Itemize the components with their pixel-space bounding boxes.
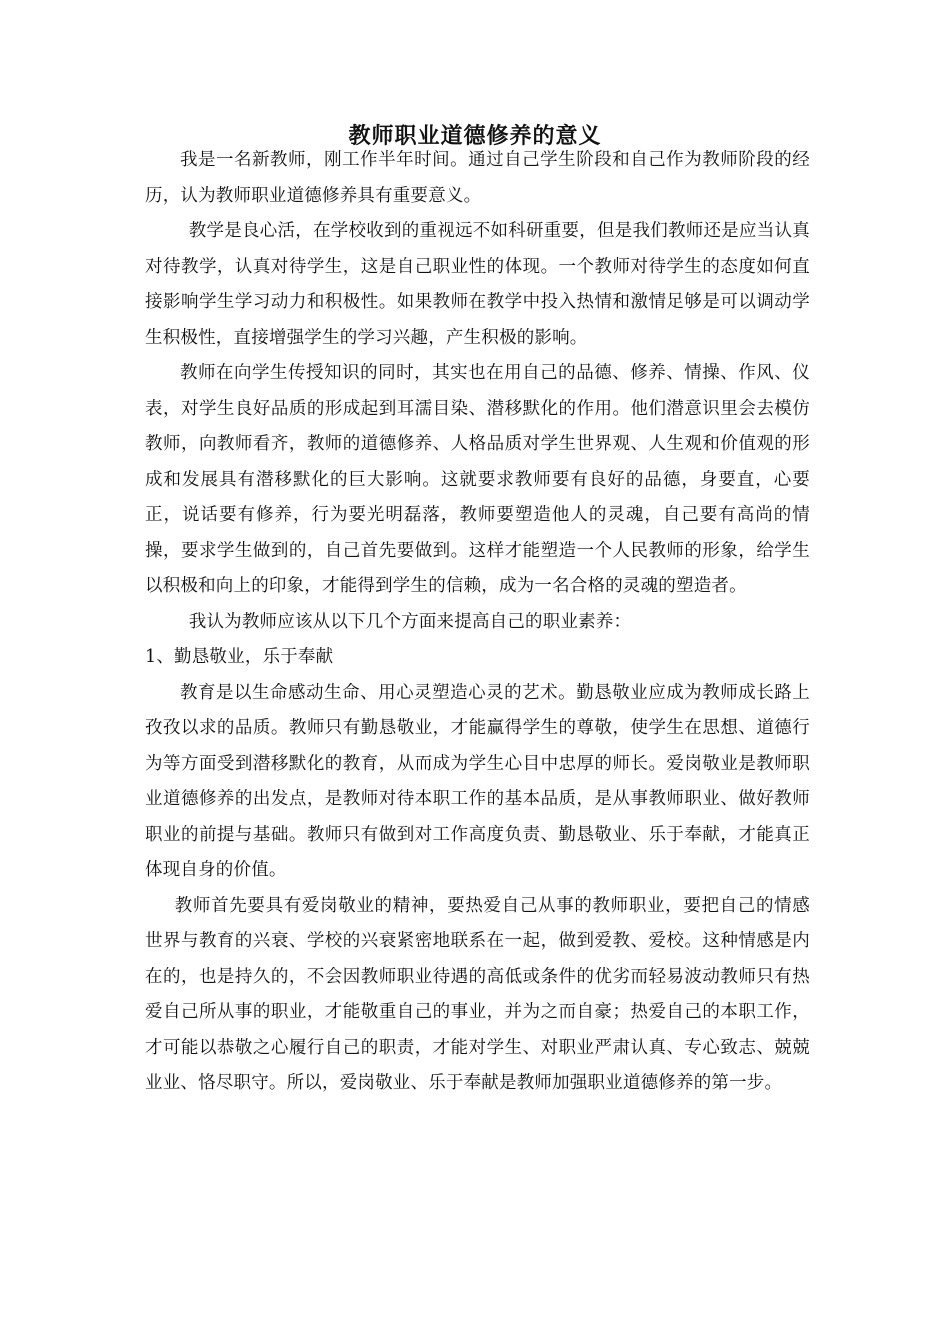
paragraph-intro: 我是一名新教师，刚工作半年时间。通过自己学生阶段和自己作为教师阶段的经历，认为教师职业道德修养具有重要意义。 xyxy=(145,150,810,206)
paragraph-teaching: 教学是良心活，在学校收到的重视远不如科研重要，但是我们教师还是应当认真对待教学，认真对待学生，这是自己职业性的体现。一个教师对待学生的态度如何直接影响学生学习动力和积极性。如果教师在教学中投入热情和激情足够是可以调动学生积极性，直接增强学生的学习兴趣，产生积极的影响。 xyxy=(145,221,810,348)
section-heading-1: 1、勤恳敬业，乐于奉献 xyxy=(145,647,334,667)
paragraph-influence: 教师在向学生传授知识的同时，其实也在用自己的品德、修养、情操、作风、仪表，对学生良好品质的形成起到耳濡目染、潜移默化的作用。他们潜意识里会去模仿教师，向教师看齐，教师的道德修养、人格品质对学生世界观、人生观和价值观的形成和发展具有潜移默化的巨大影响。这就要求教师要有良好的品德，身要直，心要正，说话要有修养，行为要光明磊落，教师要塑造他人的灵魂，自己要有高尚的情操，要求学生做到的，自己首先要做到。这样才能塑造一个人民教师的形象，给学生以积极和向上的印象，才能得到学生的信赖，成为一名合格的灵魂的塑造者。 xyxy=(145,363,810,596)
document-body xyxy=(145,143,810,1102)
paragraph-aspects-intro: 我认为教师应该从以下几个方面来提高自己的职业素养： xyxy=(188,611,632,632)
paragraph-love-of-work: 教师首先要具有爱岗敬业的精神，要热爱自己从事的教师职业，要把自己的情感世界与教育的兴衰、学校的兴衰紧密地联系在一起，做到爱教、爱校。这种情感是内在的，也是持久的，不会因教师职业待遇的高低或条件的优劣而轻易波动教师只有热爱自己所从事的职业，才能敬重自己的事业，并为之而自豪；热爱自己的本职工作，才可能以恭敬之心履行自己的职责，才能对学生、对职业严肃认真、专心致志、兢兢业业、恪尽职守。所以，爱岗敬业、乐于奉献是教师加强职业道德修养的第一步。 xyxy=(145,895,810,1093)
document-title: 教师职业道德修养的意义 xyxy=(348,123,602,149)
paragraph-dedication: 教育是以生命感动生命、用心灵塑造心灵的艺术。勤恳敬业应成为教师成长路上孜孜以求的品质。教师只有勤恳敬业，才能赢得学生的尊敬，使学生在思想、道德行为等方面受到潜移默化的教育，从而成为学生心目中忠厚的师长。爱岗敬业是教师职业道德修养的出发点，是教师对待本职工作的基本品质，是从事教师职业、做好教师职业的前提与基础。教师只有做到对工作高度负责、勤恳敬业、乐于奉献，才能真正体现自身的价值。 xyxy=(145,682,810,880)
